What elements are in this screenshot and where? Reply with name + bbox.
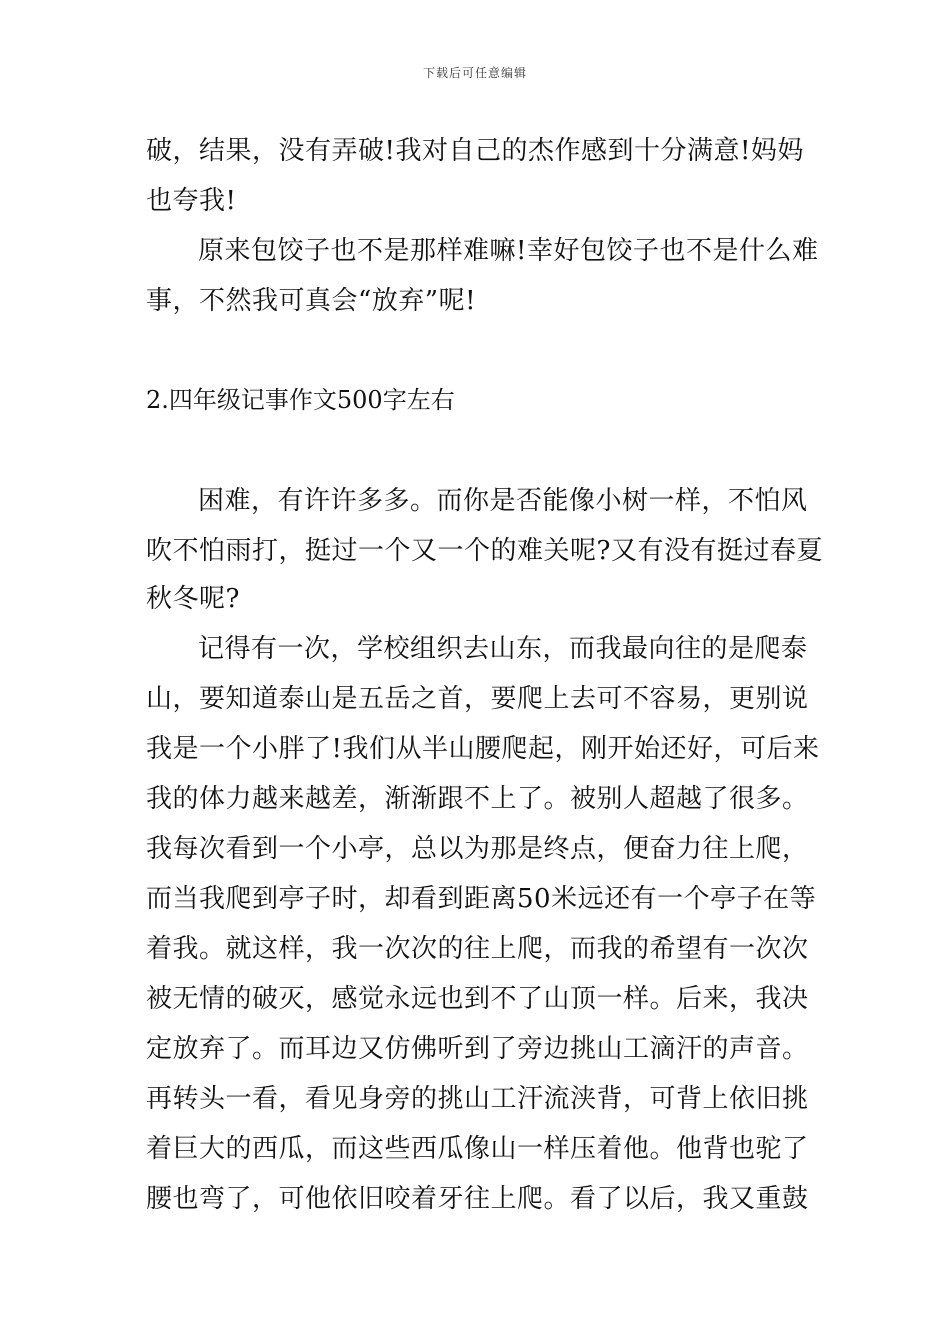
paragraph-line: 事，不然我可真会“放弃”呢! (146, 286, 477, 316)
paragraph-line: 困难，有许许多多。而你是否能像小树一样，不怕风 (198, 486, 808, 516)
paragraph-line: 记得有一次，学校组织去山东，而我最向往的是爬泰 (198, 634, 808, 664)
paragraph-line: 而当我爬到亭子时，却看到距离50米远还有一个亭子在等 (146, 884, 817, 914)
paragraph-line: 再转头一看，看见身旁的挑山工汗流浃背，可背上依旧挑 (146, 1084, 809, 1114)
paragraph-line: 被无情的破灭，感觉永远也到不了山顶一样。后来，我决 (146, 984, 809, 1014)
paragraph-line: 吹不怕雨打，挺过一个又一个的难关呢?又有没有挺过春夏 (146, 536, 823, 566)
paragraph-line: 着我。就这样，我一次次的往上爬，而我的希望有一次次 (146, 934, 809, 964)
paragraph-line: 我每次看到一个小亭，总以为那是终点，便奋力往上爬， (146, 834, 809, 864)
paragraph-line: 破，结果，没有弄破!我对自己的杰作感到十分满意!妈妈 (146, 136, 804, 166)
paragraph-line: 着巨大的西瓜，而这些西瓜像山一样压着他。他背也驼了 (146, 1134, 809, 1164)
paragraph-line: 原来包饺子也不是那样难嘛!幸好包饺子也不是什么难 (198, 236, 819, 266)
section-heading: 2.四年级记事作文500字左右 (146, 386, 455, 414)
paragraph-line: 山，要知道泰山是五岳之首，要爬上去可不容易，更别说 (146, 684, 809, 714)
page-header: 下载后可任意编辑 (422, 66, 527, 80)
paragraph-line: 也夸我! (146, 186, 237, 216)
paragraph-line: 秋冬呢? (146, 584, 240, 614)
paragraph-line: 定放弃了。而耳边又仿佛听到了旁边挑山工滴汗的声音。 (146, 1034, 809, 1064)
paragraph-line: 腰也弯了，可他依旧咬着牙往上爬。看了以后，我又重鼓 (146, 1184, 809, 1214)
paragraph-line: 我是一个小胖了!我们从半山腰爬起，刚开始还好，可后来 (146, 734, 820, 764)
paragraph-line: 我的体力越来越差，渐渐跟不上了。被别人超越了很多。 (146, 784, 809, 814)
